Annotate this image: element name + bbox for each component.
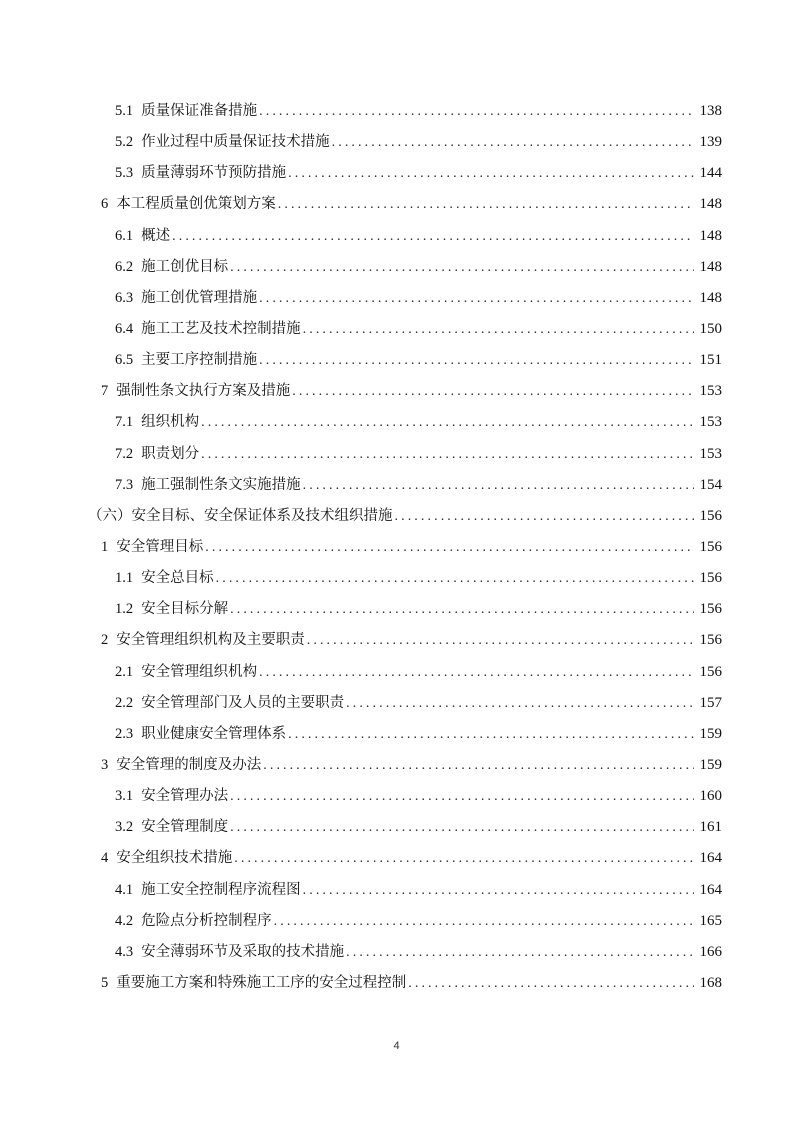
toc-entry-number: 5.3: [115, 165, 134, 181]
toc-entry-number: 6.5: [115, 352, 134, 368]
toc-entry-number: 2.1: [115, 664, 134, 680]
toc-entry-number: 3.1: [115, 788, 134, 804]
toc-entry-title: 安全管理制度: [141, 819, 229, 835]
toc-entry-title: 安全管理组织机构及主要职责: [116, 632, 305, 648]
toc-entry-page: 156: [699, 632, 722, 648]
toc-entry-number: 1.2: [115, 601, 134, 617]
dot-leader: [230, 252, 694, 283]
toc-entry-title: 安全管理办法: [141, 788, 229, 804]
toc-entry[interactable]: [115, 719, 722, 750]
toc-entry-number: 5.1: [115, 103, 134, 119]
dot-leader: [395, 501, 695, 532]
toc-entry[interactable]: [115, 127, 722, 158]
toc-entry-page: 138: [699, 103, 722, 119]
toc-entry[interactable]: [115, 158, 722, 189]
toc-entry-page: 154: [699, 477, 722, 493]
toc-entry-title: 安全薄弱环节及采取的技术措施: [141, 944, 345, 960]
toc-entry-title: 职业健康安全管理体系: [141, 726, 287, 742]
dot-leader: [274, 906, 694, 937]
toc-entry-number: 3: [101, 757, 109, 773]
toc-entry-title: （六）安全目标、安全保证体系及技术组织措施: [88, 508, 393, 524]
dot-leader: [346, 688, 694, 719]
dot-leader: [288, 158, 694, 189]
dot-leader: [234, 843, 694, 874]
toc-entry-page: 156: [699, 508, 722, 524]
toc-entry-number: 5.2: [115, 134, 134, 150]
toc-entry-title: 施工工艺及技术控制措施: [141, 321, 301, 337]
toc-entry-title: 安全管理的制度及办法: [116, 757, 262, 773]
toc-entry-page: 151: [699, 352, 722, 368]
toc-entry[interactable]: [115, 594, 722, 625]
toc-entry[interactable]: [101, 189, 722, 220]
dot-leader: [201, 439, 694, 470]
toc-entry-page: 156: [699, 601, 722, 617]
toc-entry[interactable]: [101, 532, 722, 563]
toc-entry-number: 7.3: [115, 477, 134, 493]
toc-entry[interactable]: [115, 906, 722, 937]
toc-entry[interactable]: [115, 439, 722, 470]
dot-leader: [278, 189, 694, 220]
toc-entry[interactable]: [115, 470, 722, 501]
toc-entry-page: 166: [699, 944, 722, 960]
toc-entry-title: 施工创优管理措施: [141, 290, 258, 306]
toc-entry[interactable]: [115, 688, 722, 719]
toc-entry-number: 7: [101, 383, 109, 399]
dot-leader: [303, 875, 694, 906]
toc-entry-number: 7.1: [115, 414, 134, 430]
dot-leader: [259, 283, 694, 314]
toc-entry-page: 156: [699, 570, 722, 586]
dot-leader: [172, 221, 694, 252]
toc-entry-page: 153: [699, 414, 722, 430]
toc-entry[interactable]: [101, 843, 722, 874]
toc-entry-page: 153: [699, 383, 722, 399]
toc-entry-number: 4.2: [115, 913, 134, 929]
toc-entry[interactable]: [115, 96, 722, 127]
toc-entry-title: 作业过程中质量保证技术措施: [141, 134, 330, 150]
toc-entry-number: 5: [101, 975, 109, 991]
toc-entry[interactable]: [115, 345, 722, 376]
toc-entry-page: 156: [699, 664, 722, 680]
toc-entry-page: 144: [699, 165, 722, 181]
toc-entry[interactable]: [115, 781, 722, 812]
toc-entry-page: 157: [699, 695, 722, 711]
dot-leader: [292, 376, 694, 407]
toc-entry-page: 153: [699, 446, 722, 462]
dot-leader: [259, 345, 694, 376]
toc-entry-number: 6.2: [115, 259, 134, 275]
toc-entry-page: 148: [699, 259, 722, 275]
toc-entry-title: 安全组织技术措施: [116, 850, 233, 866]
toc-entry[interactable]: [115, 812, 722, 843]
toc-entry-title: 安全总目标: [141, 570, 214, 586]
toc-entry-page: 159: [699, 726, 722, 742]
toc-entry-page: 148: [699, 228, 722, 244]
dot-leader: [205, 532, 694, 563]
toc-entry-page: 156: [699, 539, 722, 555]
dot-leader: [230, 812, 694, 843]
toc-entry-number: 6: [101, 196, 109, 212]
toc-entry[interactable]: [101, 625, 722, 656]
toc-entry-number: 1.1: [115, 570, 134, 586]
toc-entry-title: 施工强制性条文实施措施: [141, 477, 301, 493]
toc-entry-number: 2.3: [115, 726, 134, 742]
toc-entry-page: 139: [699, 134, 722, 150]
dot-leader: [263, 750, 694, 781]
toc-entry-title: 安全管理目标: [116, 539, 204, 555]
dot-leader: [346, 937, 694, 968]
toc-entry-title: 概述: [141, 228, 171, 244]
dot-leader: [303, 314, 694, 345]
dot-leader: [303, 470, 694, 501]
toc-entry-number: 6.3: [115, 290, 134, 306]
toc-entry[interactable]: [115, 875, 722, 906]
toc-entry-title: 质量保证准备措施: [141, 103, 258, 119]
toc-entry-title: 危险点分析控制程序: [141, 913, 272, 929]
dot-leader: [230, 781, 694, 812]
toc-entry-title: 组织机构: [141, 414, 200, 430]
dot-leader: [216, 563, 694, 594]
dot-leader: [307, 625, 694, 656]
toc-entry-page: 161: [699, 819, 722, 835]
toc-entry-number: 4.3: [115, 944, 134, 960]
toc-entry-page: 148: [699, 290, 722, 306]
toc-entry[interactable]: [115, 407, 722, 438]
dot-leader: [332, 127, 694, 158]
toc-entry-title: 质量薄弱环节预防措施: [141, 165, 287, 181]
page-number: 4: [393, 1040, 400, 1052]
toc-entry-page: 150: [699, 321, 722, 337]
toc-entry[interactable]: [115, 283, 722, 314]
toc-entry-page: 148: [699, 196, 722, 212]
toc-entry-number: 3.2: [115, 819, 134, 835]
toc-entry-title: 安全管理部门及人员的主要职责: [141, 695, 345, 711]
toc-entry-number: 4.1: [115, 882, 134, 898]
toc-entry-chapter[interactable]: [88, 501, 722, 532]
toc-entry-page: 159: [699, 757, 722, 773]
toc-entry-number: 2.2: [115, 695, 134, 711]
toc-entry-number: 4: [101, 850, 109, 866]
toc-entry-number: 1: [101, 539, 109, 555]
toc-entry-title: 重要施工方案和特殊施工工序的安全过程控制: [116, 975, 407, 991]
toc-entry[interactable]: [101, 376, 722, 407]
toc-entry-title: 安全目标分解: [141, 601, 229, 617]
dot-leader: [259, 96, 694, 127]
toc-entry[interactable]: [101, 968, 722, 999]
toc-entry-page: 168: [699, 975, 722, 991]
dot-leader: [201, 407, 694, 438]
toc-entry[interactable]: [115, 657, 722, 688]
toc-entry-title: 主要工序控制措施: [141, 352, 258, 368]
toc-entry-title: 强制性条文执行方案及措施: [116, 383, 291, 399]
toc-entry-title: 本工程质量创优策划方案: [116, 196, 276, 212]
toc-entry-number: 2: [101, 632, 109, 648]
toc-entry-title: 施工安全控制程序流程图: [141, 882, 301, 898]
dot-leader: [288, 719, 694, 750]
toc-entry-title: 施工创优目标: [141, 259, 229, 275]
toc-entry[interactable]: [115, 937, 722, 968]
toc-entry[interactable]: [115, 221, 722, 252]
toc-entry-title: 安全管理组织机构: [141, 664, 258, 680]
dot-leader: [408, 968, 694, 999]
toc-entry-number: 6.1: [115, 228, 134, 244]
toc-entry-number: 6.4: [115, 321, 134, 337]
toc-entry-page: 160: [699, 788, 722, 804]
toc-entry-title: 职责划分: [141, 446, 200, 462]
toc-entry-number: 7.2: [115, 446, 134, 462]
toc-entry-page: 165: [699, 913, 722, 929]
dot-leader: [259, 657, 694, 688]
dot-leader: [230, 594, 694, 625]
toc-entry-page: 164: [699, 882, 722, 898]
toc-entry[interactable]: [115, 314, 722, 345]
toc-entry[interactable]: [101, 750, 722, 781]
toc-entry-page: 164: [699, 850, 722, 866]
toc-entry[interactable]: [115, 252, 722, 283]
toc-entry[interactable]: [115, 563, 722, 594]
